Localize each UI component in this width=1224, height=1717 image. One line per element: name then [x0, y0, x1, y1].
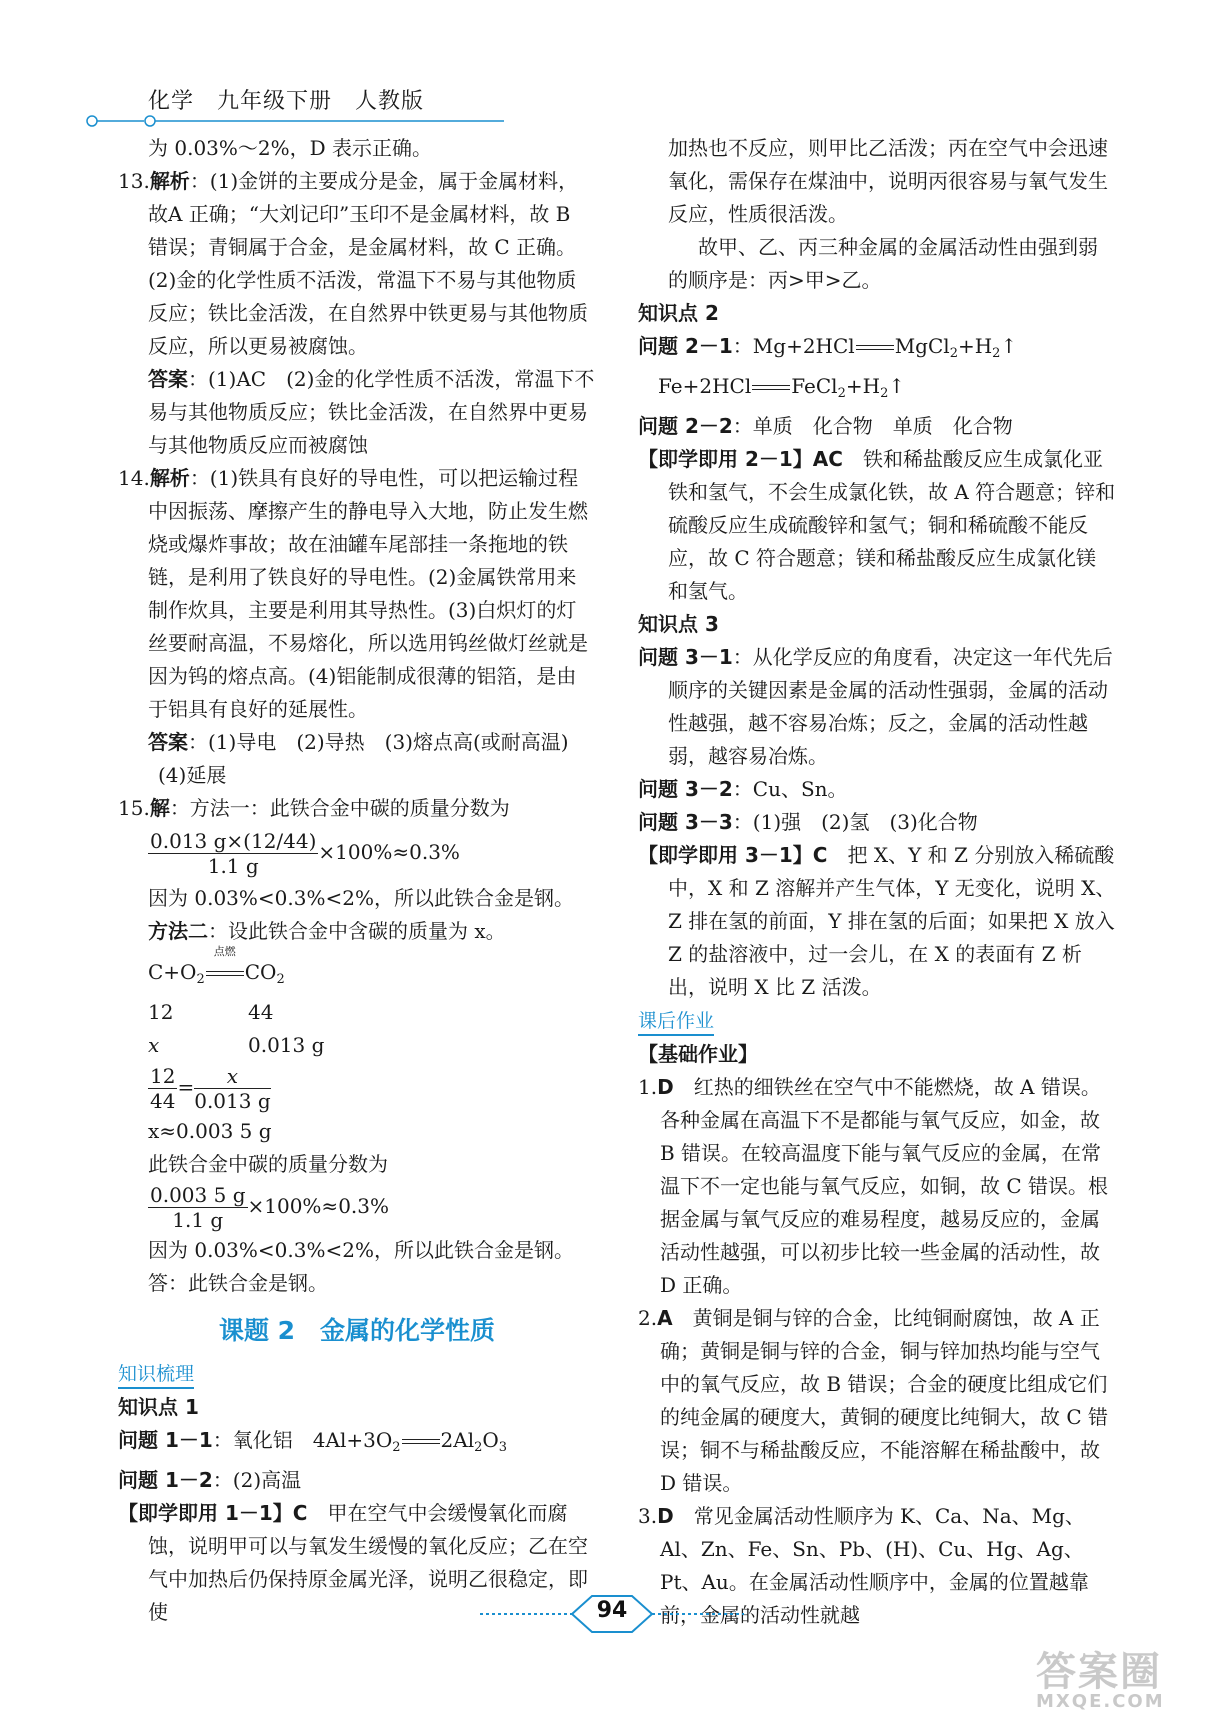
q21-line2-product: FeCl — [791, 374, 838, 398]
q21-left: ：Mg+2HCl — [732, 334, 855, 358]
mass-0013: 0.013 g — [248, 1033, 325, 1057]
prop-den-1: 44 — [150, 1089, 176, 1113]
q14-answer — [118, 726, 596, 759]
jxjy31-text: 把 X、Y 和 Z 分别放入稀硫酸中，X 和 Z 溶解并产生气体，Y 无变化，说明 X、Z 排在氢的前面，Y 排在氢的后面；如果把 X 放入 Z 的盐溶液中，过一会儿，在 X 的表面有 Z 析出，说明 X 比 Z 活泼。 — [668, 843, 1116, 999]
knowledge-point-2 — [638, 297, 1116, 330]
header-decoration — [86, 114, 506, 128]
q15-method1: ：方法一：此铁合金中碳的质量分数为 — [169, 796, 510, 820]
watermark-url: MXQE.COM — [1036, 1691, 1165, 1712]
answer-1-text: 红热的细铁丝在空气中不能燃烧，故 A 错误。各种金属在高温下不是都能与氧气反应，如金，故 B 错误。在较高温度下能与氧气反应的金属，在常温下不一定也能与氧气反应，如铜，故 C 错误。根据金属与氧气反应的难易程度，越易反应的，金属活动性越强，可以初步比较一些金属的活动性，故 D 正确。 — [660, 1075, 1109, 1297]
q14-label: 解析 — [149, 466, 190, 490]
q31-text: ：从化学反应的角度看，决定这一年代先后顺序的关键因素是金属的活动性强弱，金属的活动性越强，越不容易冶炼；反之，金属的活动性越弱，越容易冶炼。 — [668, 645, 1113, 768]
header-title: 化学 九年级下册 人教版 — [148, 89, 425, 114]
question-3-2 — [638, 773, 1116, 806]
proportion — [118, 1064, 596, 1113]
answer-3-text: 常见金属活动性顺序为 K、Ca、Na、Mg、Al、Zn、Fe、Sn、Pb、(H)、Cu、Hg、Ag、Pt、Au。在金属活动性顺序中，金属的位置越靠前，金属的活动性就越 — [660, 1504, 1089, 1627]
mass-44: 44 — [248, 1000, 274, 1024]
answer-3-number: 3. — [638, 1504, 658, 1528]
jxjy21-label: 【即学即用 2－1】AC — [638, 447, 843, 471]
fraction-1-numerator: 0.013 g×(12/44) — [150, 829, 317, 853]
q14-answer-text: ：(1)导电 (2)导热 (3)熔点高(或耐高温) — [188, 730, 569, 754]
prop-den-2: 0.013 g — [194, 1089, 271, 1113]
prop-equals: = — [177, 1075, 195, 1099]
kp1-label: 知识点 1 — [118, 1395, 199, 1419]
q14-block — [118, 462, 596, 726]
fraction-1-tail: ×100%≈0.3% — [318, 840, 460, 864]
q21-sub-h: 2 — [992, 346, 1001, 361]
method-2-text: ：设此铁合金中含碳的质量为 x。 — [208, 919, 506, 943]
fraction-2-numerator: 0.003 5 g — [150, 1183, 246, 1207]
reaction-equation — [118, 945, 596, 996]
q22-label: 问题 2－2 — [638, 414, 733, 438]
q21-equals — [855, 330, 895, 363]
jxjy-2-1 — [638, 443, 1116, 608]
knowledge-point-1 — [118, 1391, 596, 1424]
q12-label: 问题 1－2 — [118, 1468, 213, 1492]
question-3-3 — [638, 806, 1116, 839]
left-line-0: 为 0.03%～2%，D 表示正确。 — [148, 136, 433, 160]
q14-number: 14. — [118, 466, 150, 490]
q31-label: 问题 3－1 — [638, 645, 733, 669]
answer-1-choice: D — [657, 1075, 674, 1099]
question-2-2 — [638, 410, 1116, 443]
because-1: 因为 0.03%<0.3%<2%，所以此铁合金是钢。 — [148, 886, 574, 910]
q11-sub: 2 — [392, 1440, 401, 1455]
q11-right: 2Al — [440, 1428, 475, 1452]
prop-num-2: x — [194, 1064, 270, 1089]
jxjy11-text: 甲在空气中会缓慢氧化而腐蚀，说明甲可以与氧发生缓慢的氧化反应；乙在空气中加热后仍保持原金属光泽，说明乙很稳定，即使 — [148, 1501, 588, 1624]
answer-2-text: 黄铜是铜与锌的合金，比纯铜耐腐蚀，故 A 正确；黄铜是铜与锌的合金，铜与锌加热均能与空气中的氧气反应，故 B 错误；合金的硬度比组成它们的纯金属的硬度大，黄铜的硬度比纯铜大，故 C 错误；铜不与稀盐酸反应，不能溶解在稀盐酸中，故 D 错误。 — [660, 1306, 1109, 1495]
page-number: 94 — [596, 1598, 628, 1623]
reaction-left: C+O — [148, 960, 197, 984]
kp2-label: 知识点 2 — [638, 301, 719, 325]
q21-line2-sub-h: 2 — [880, 386, 889, 401]
final-answer: 答：此铁合金是钢。 — [148, 1271, 328, 1295]
q13-answer — [118, 363, 596, 462]
fraction-1 — [148, 829, 318, 878]
q21-label: 问题 2－1 — [638, 334, 733, 358]
answer-1 — [638, 1071, 1116, 1302]
q14-answer-2: (4)延展 — [158, 763, 227, 787]
knowledge-point-3 — [638, 608, 1116, 641]
question-1-1 — [118, 1424, 596, 1464]
q21-product: MgCl — [894, 334, 950, 358]
answer-2 — [638, 1302, 1116, 1500]
q15-fraction-1 — [118, 829, 596, 878]
q13-answer-label: 答案 — [148, 367, 188, 391]
q22-text: ：单质 化合物 单质 化合物 — [732, 414, 1013, 438]
mass-12: 12 — [148, 1000, 174, 1024]
question-2-1-line2 — [638, 370, 1116, 410]
up-arrow-icon: ↑ — [888, 374, 906, 398]
q13-label: 解析 — [149, 169, 190, 193]
because-2: 因为 0.03%<0.3%<2%，所以此铁合金是钢。 — [148, 1238, 574, 1262]
jxjy-3-1 — [638, 839, 1116, 1004]
knowledge-review-heading: 知识梳理 — [118, 1361, 194, 1389]
q13-text: ：(1)金饼的主要成分是金，属于金属材料，故A 正确；“大刘记印”玉印不是金属材料，故 B 错误；青铜属于合金，是金属材料，故 C 正确。(2)金的化学性质不活泼，常温下不易与其他物质反应；铁比金活泼，在自然界中铁更易与其他物质反应，所以更易被腐蚀。 — [148, 169, 588, 358]
q15-block — [118, 792, 596, 825]
q11-o: O — [482, 1428, 499, 1452]
reaction-condition: 点燃 — [213, 945, 236, 958]
reaction-equals — [205, 945, 245, 989]
q33-label: 问题 3－3 — [638, 810, 733, 834]
fraction-2-denominator: 1.1 g — [172, 1208, 224, 1232]
q21-sub: 2 — [949, 346, 958, 361]
watermark-logo-text: 答案圈 — [1036, 1649, 1162, 1695]
question-2-1 — [638, 330, 1116, 370]
right-column — [638, 132, 1116, 1632]
method-2-label: 方法二 — [148, 919, 208, 943]
q11-sub3: 3 — [498, 1440, 508, 1455]
x-result: x≈0.003 5 g — [148, 1119, 272, 1143]
q21-line2-equals — [751, 370, 791, 403]
q13-block — [118, 165, 596, 363]
answer-1-number: 1. — [638, 1075, 658, 1099]
right-line-0: 加热也不反应，则甲比乙活泼；丙在空气中会迅速氧化，需保存在煤油中，说明丙很容易与氧气发生反应，性质很活泼。 — [668, 136, 1108, 226]
kp3-label: 知识点 3 — [638, 612, 719, 636]
q13-number: 13. — [118, 169, 150, 193]
reaction-right: CO — [244, 960, 277, 984]
prop-num-1: 12 — [150, 1064, 176, 1088]
mass-x: x — [148, 1033, 160, 1057]
q15-label: 解 — [149, 796, 170, 820]
up-arrow-icon: ↑ — [1000, 334, 1018, 358]
basic-homework — [638, 1038, 1116, 1071]
q15-fraction-2 — [118, 1183, 596, 1232]
mass-row-1 — [118, 996, 596, 1029]
question-1-2 — [118, 1464, 596, 1497]
proportion-left — [148, 1064, 177, 1113]
jxjy31-label: 【即学即用 3－1】C — [638, 843, 828, 867]
q11-sub2: 2 — [474, 1440, 483, 1455]
q13-answer-text: ：(1)AC (2)金的化学性质不活泼，常温下不易与其他物质反应；铁比金活泼，在自然界中更易与其他物质反应而被腐蚀 — [148, 367, 595, 457]
method-2 — [118, 915, 596, 948]
answer-3-choice: D — [657, 1504, 674, 1528]
reaction-sub-o2: 2 — [196, 972, 205, 987]
basic-homework-label: 【基础作业】 — [638, 1042, 758, 1066]
fraction-2 — [148, 1183, 248, 1232]
q11-equals — [401, 1424, 441, 1457]
section-title: 课题 2 金属的化学性质 — [218, 1316, 496, 1345]
q11-text: ：氧化铝 4Al+3O — [212, 1428, 393, 1452]
fraction-1-denominator: 1.1 g — [207, 854, 259, 878]
answer-2-choice: A — [657, 1306, 673, 1330]
mass-fraction-line: 此铁合金中碳的质量分数为 — [148, 1152, 388, 1176]
q14-text: ：(1)铁具有良好的导电性，可以把运输过程中因振荡、摩擦产生的静电导入大地，防止发生燃烧或爆炸事故；故在油罐车尾部挂一条拖地的铁链，是利用了铁良好的导电性。(2)金属铁常用来制作炊具，主要是利用其导热性。(3)白炽灯的灯丝要耐高温，不易熔化，所以选用钨丝做灯丝就是因为钨的熔点高。(4)铝能制成很薄的铝箔，是由于铝具有良好的延展性。 — [148, 466, 588, 721]
q33-text: ：(1)强 (2)氢 (3)化合物 — [732, 810, 978, 834]
question-3-1 — [638, 641, 1116, 773]
q32-text: ：Cu、Sn。 — [732, 777, 848, 801]
q21-h: +H — [957, 334, 993, 358]
proportion-right — [194, 1064, 270, 1113]
reaction-sub-co2: 2 — [276, 972, 285, 987]
q14-answer-label: 答案 — [148, 730, 188, 754]
jxjy21-text: 铁和稀盐酸反应生成氯化亚铁和氢气，不会生成氯化铁，故 A 符合题意；锌和硫酸反应生成硫酸锌和氢气；铜和稀硫酸不能反应，故 C 符合题意；镁和稀盐酸反应生成氯化镁和氢气。 — [668, 447, 1116, 603]
right-line-1: 故甲、乙、丙三种金属的金属活动性由强到弱的顺序是：丙>甲>乙。 — [668, 235, 1098, 292]
jxjy11-label: 【即学即用 1－1】C — [118, 1501, 308, 1525]
fraction-2-tail: ×100%≈0.3% — [247, 1194, 390, 1218]
q32-label: 问题 3－2 — [638, 777, 733, 801]
q12-text: ：(2)高温 — [212, 1468, 302, 1492]
q21-line2-left: Fe+2HCl — [658, 374, 752, 398]
q11-label: 问题 1－1 — [118, 1428, 213, 1452]
q21-line2-sub: 2 — [837, 386, 846, 401]
q21-line2-h: +H — [845, 374, 881, 398]
left-column — [118, 132, 596, 1629]
watermark — [1036, 1640, 1165, 1712]
homework-heading: 课后作业 — [638, 1008, 714, 1036]
mass-row-2 — [118, 1029, 596, 1062]
q15-number: 15. — [118, 796, 150, 820]
answer-2-number: 2. — [638, 1306, 658, 1330]
